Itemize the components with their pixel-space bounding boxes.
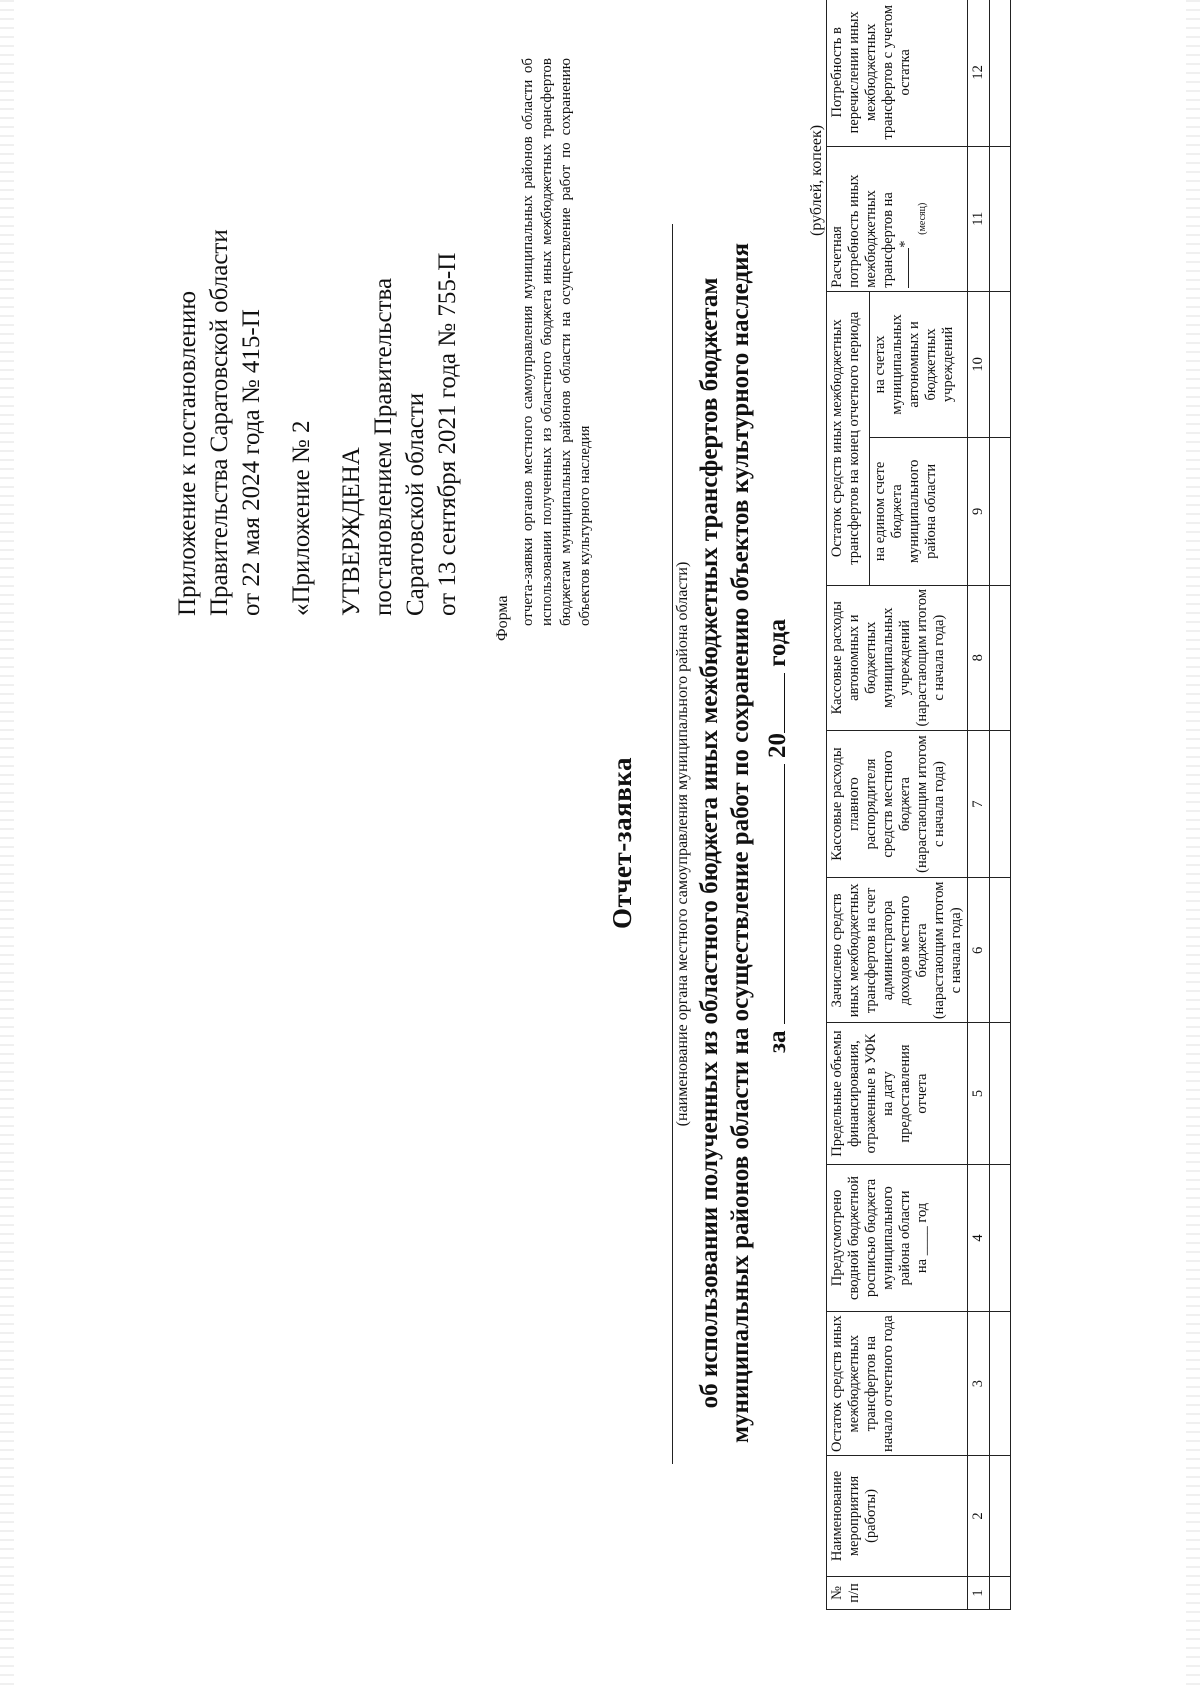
- header-col-11-star: *: [897, 240, 913, 248]
- header-col-7: Кассовые расходы главного распорядителя средств местного бюджета (нарастающим итогом с начала года): [827, 730, 968, 878]
- period-prefix: за: [764, 1030, 791, 1053]
- period-suffix: года: [764, 619, 791, 667]
- table-cell: [990, 1023, 1011, 1164]
- table-cell: [990, 1576, 1011, 1609]
- header-col-11: [827, 146, 968, 291]
- org-name-caption: (наименование органа местного самоуправления муниципального района области): [674, 561, 691, 1127]
- header-col-6: Зачислено средств иных межбюджетных трансфертов на счет администратора доходов местного бюджета (нарастающим итогом с начала года): [827, 878, 968, 1023]
- table-cell: [990, 146, 1011, 291]
- column-number: 9: [968, 438, 990, 586]
- form-label: Форма: [494, 595, 511, 641]
- attachment-block: [172, 56, 464, 616]
- header-col-4: [827, 1164, 968, 1312]
- table-cell: [990, 291, 1011, 437]
- table-cell: [990, 730, 1011, 878]
- subject-line: об использовании полученных из областного бюджета иных межбюджетных трансфертов бюджетам: [696, 277, 723, 1409]
- subject-line: муниципальных районов области на осуществление работ по сохранению объектов культурного наследия: [727, 242, 754, 1444]
- attachment-line: от 13 сентября 2021 года № 755-П: [434, 252, 461, 616]
- table-cell: [990, 878, 1011, 1023]
- org-name-line: [672, 224, 673, 1464]
- column-number: 2: [968, 1456, 990, 1577]
- column-number: 7: [968, 730, 990, 878]
- table-header-row: [827, 0, 870, 1610]
- reporting-period: [762, 456, 800, 1216]
- header-col-8: Кассовые расходы автономных и бюджетных муниципальных учреждений (нарастающим итогом с начала года): [827, 585, 968, 730]
- table-number-row: [968, 0, 990, 1610]
- header-col-11-month: (месяц): [917, 202, 928, 235]
- header-col-4-year: на ____ год: [914, 1202, 930, 1274]
- report-subject: [694, 100, 756, 1586]
- document-title: Отчет-заявка: [607, 757, 637, 929]
- period-year-blank: [762, 673, 785, 733]
- header-col-10: на счетах муниципальных автономных и бюджетных учреждений: [869, 291, 967, 437]
- table-cell: [990, 1456, 1011, 1577]
- header-group-9-10: Остаток средств иных межбюджетных трансфертов на конец отчетного периода: [827, 291, 870, 585]
- report-table: [826, 0, 1011, 1610]
- header-col-3: Остаток средств иных межбюджетных трансфертов на начало отчетного года: [827, 1312, 968, 1456]
- table-cell: [990, 1312, 1011, 1456]
- header-col-9: на едином счете бюджета муниципального района области: [869, 438, 967, 586]
- table-cell: [990, 1164, 1011, 1312]
- attachment-line: Правительства Саратовской области: [206, 229, 233, 616]
- column-number: 12: [968, 0, 990, 146]
- table-cell: [990, 438, 1011, 586]
- header-col-11-text: Расчетная потребность иных межбюджетных трансфертов на: [829, 174, 896, 288]
- column-number: 4: [968, 1164, 990, 1312]
- header-col-1: № п/п: [827, 1576, 968, 1609]
- table-cell: [990, 585, 1011, 730]
- column-number: 8: [968, 585, 990, 730]
- table-row: [990, 0, 1011, 1610]
- approved-label: УТВЕРЖДЕНА: [338, 447, 365, 616]
- header-col-12: Потребность в перечислении иных межбюджетных трансфертов с учетом остатка: [827, 0, 968, 146]
- column-number: 11: [968, 146, 990, 291]
- units-caption: (рублей, копеек): [808, 124, 825, 236]
- table-cell: [990, 0, 1011, 146]
- attachment-line: постановлением Правительства: [370, 277, 397, 616]
- column-number: 10: [968, 291, 990, 437]
- form-description: отчета-заявки органов местного самоуправления муниципальных районов области об использовании полученных из областного бюджета иных межбюджетных трансфертов бюджетам муниципальных районов области на осуществление работ по сохранению объектов культурного наследия: [520, 58, 593, 626]
- column-number: 3: [968, 1312, 990, 1456]
- column-number: 1: [968, 1576, 990, 1609]
- attachment-line: от 22 мая 2024 года № 415-П: [238, 309, 265, 616]
- column-number: 6: [968, 878, 990, 1023]
- period-blank: [762, 764, 785, 1024]
- header-col-5: Предельные объемы финансирования, отраженные в УФК на дату предоставления отчета: [827, 1023, 968, 1164]
- header-col-2: Наименование мероприятия (работы): [827, 1456, 968, 1577]
- column-number: 5: [968, 1023, 990, 1164]
- header-col-4-text: Предусмотрено сводной бюджетной росписью бюджета муниципального района области: [829, 1175, 913, 1300]
- period-year-prefix: 20: [764, 732, 791, 758]
- attachment-line: Приложение к постановлению: [174, 290, 201, 616]
- attachment-line: «Приложение № 2: [288, 420, 315, 616]
- attachment-line: Саратовской области: [402, 392, 429, 616]
